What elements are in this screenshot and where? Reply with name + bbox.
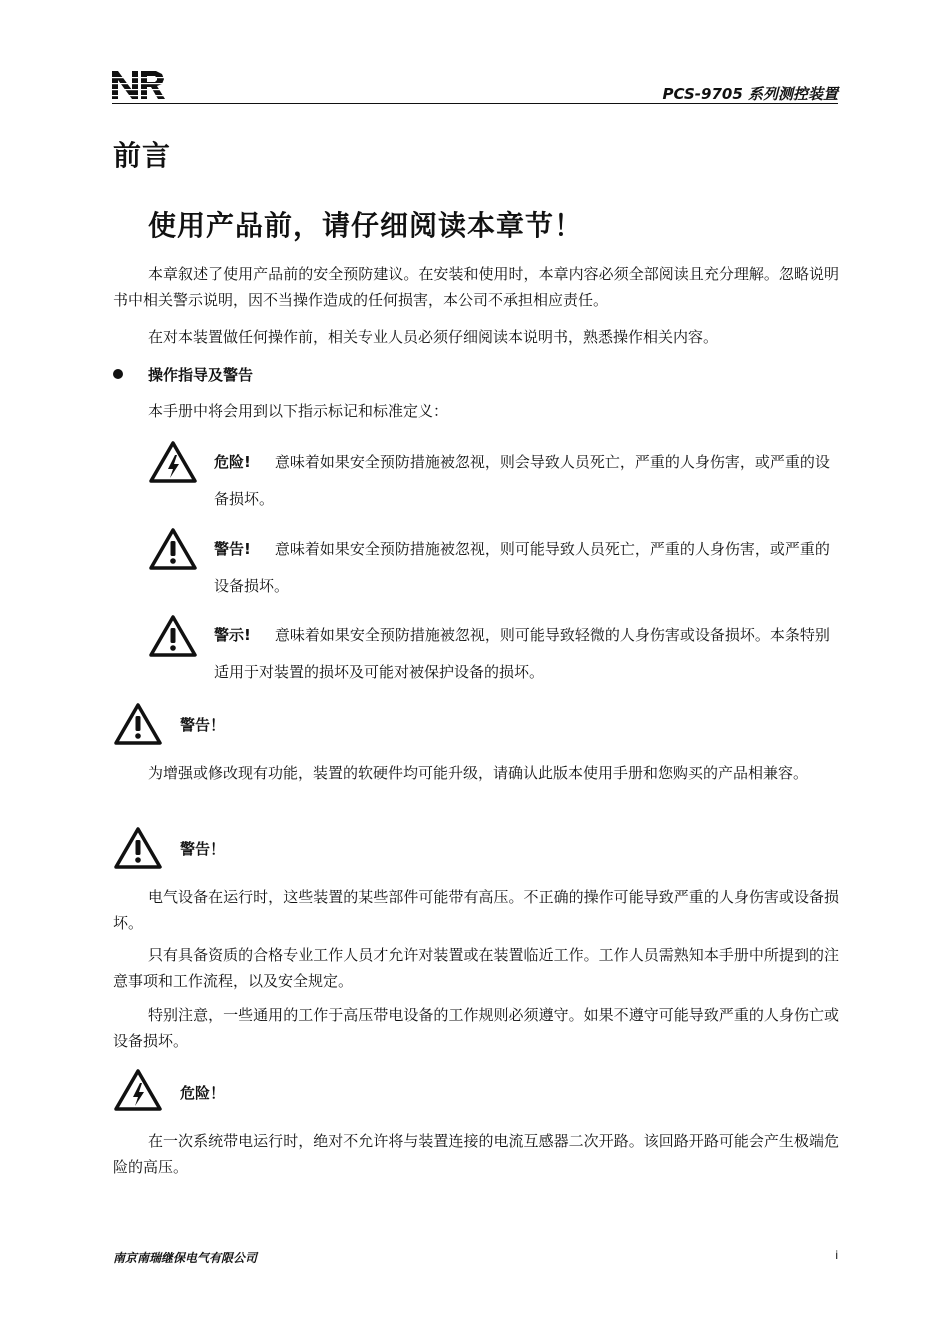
- warning-paragraph: 特别注意，一些通用的工作于高压带电设备的工作规则必须遵守。如果不遵守可能导致严重的人身伤亡或设备损坏。: [113, 1006, 839, 1050]
- danger-paragraph: 在一次系统带电运行时，绝对不允许将与装置连接的电流互感器二次开路。该回路开路可能会产生极端危险的高压。: [113, 1132, 839, 1176]
- bullet-icon: [113, 369, 123, 379]
- warning-label: 警告！: [180, 840, 226, 858]
- header-rule: [112, 103, 838, 104]
- intro-paragraph: 在对本装置做任何操作前，相关专业人员必须仔细阅读本说明书，熟悉操作相关内容。: [148, 328, 719, 346]
- signal-text: 意味着如果安全预防措施被忽视，则可能导致人员死亡，严重的人身伤害，或严重的设备损坏。: [214, 540, 830, 595]
- header-title: PCS-9705 系列测控装置: [662, 85, 838, 103]
- signal-text: 意味着如果安全预防措施被忽视，则可能导致轻微的人身伤害或设备损坏。本条特别适用于对装置的损坏及可能对被保护设备的损坏。: [214, 626, 830, 681]
- warning-icon: [113, 826, 163, 870]
- page-number: i: [835, 1248, 838, 1262]
- warning-paragraph: 为增强或修改现有功能，装置的软硬件均可能升级，请确认此版本使用手册和您购买的产品相兼容。: [148, 764, 809, 782]
- signal-label: 警示!: [214, 626, 251, 644]
- signal-text: 意味着如果安全预防措施被忽视，则会导致人员死亡，严重的人身伤害，或严重的设备损坏。: [214, 453, 830, 508]
- danger-label: 危险！: [180, 1084, 226, 1102]
- warning-paragraph: 电气设备在运行时，这些装置的某些部件可能带有高压。不正确的操作可能导致严重的人身伤害或设备损坏。: [113, 888, 839, 932]
- signal-label: 危险!: [214, 453, 251, 471]
- signal-danger: [214, 444, 839, 518]
- page-title: 前言: [113, 139, 172, 172]
- intro-paragraph: 本章叙述了使用产品前的安全预防建议。在安装和使用时，本章内容必须全部阅读且充分理解。忽略说明书中相关警示说明，因不当操作造成的任何损害，本公司不承担相应责任。: [113, 265, 839, 309]
- section-title: 使用产品前，请仔细阅读本章节！: [148, 209, 584, 242]
- high-voltage-icon: [148, 440, 198, 484]
- high-voltage-icon: [113, 1068, 163, 1112]
- warning-icon: [148, 527, 198, 571]
- signal-caution: [214, 617, 839, 691]
- warning-paragraph: 只有具备资质的合格专业工作人员才允许对装置或在装置临近工作。工作人员需熟知本手册中所提到的注意事项和工作流程，以及安全规定。: [113, 946, 839, 990]
- signal-warning: [214, 531, 839, 605]
- signal-label: 警告!: [214, 540, 251, 558]
- warning-icon: [113, 702, 163, 746]
- footer-company: 南京南瑞继保电气有限公司: [113, 1251, 258, 1265]
- bullet-heading: 操作指导及警告: [148, 366, 254, 384]
- warning-label: 警告！: [180, 716, 226, 734]
- warning-icon: [148, 614, 198, 658]
- guide-description: 本手册中将会用到以下指示标记和标准定义：: [148, 402, 449, 420]
- nr-logo: [112, 68, 170, 100]
